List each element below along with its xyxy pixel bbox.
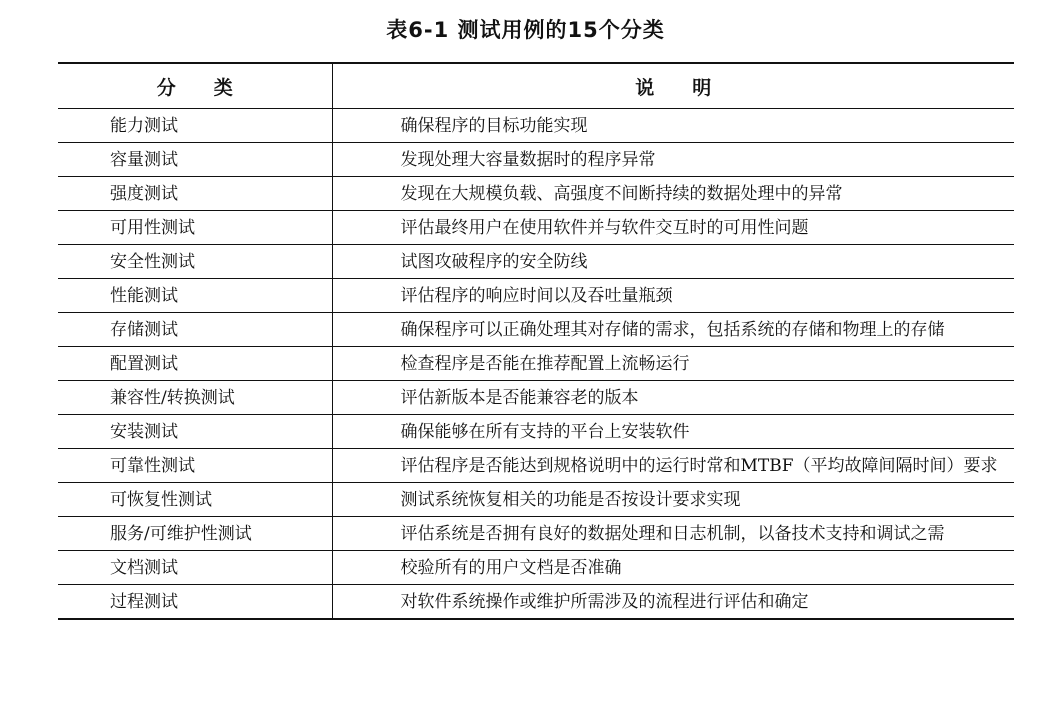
category-cell: 安装测试 (110, 422, 178, 442)
description-cell: 检查程序是否能在推荐配置上流畅运行 (332, 347, 1014, 381)
header-description (332, 63, 1014, 109)
category-cell: 强度测试 (110, 184, 178, 204)
description-cell: 校验所有的用户文档是否准确 (332, 551, 1014, 585)
description-cell: 确保能够在所有支持的平台上安装软件 (332, 415, 1014, 449)
category-cell: 能力测试 (110, 116, 178, 136)
category-cell: 安全性测试 (110, 252, 195, 272)
category-cell: 过程测试 (110, 592, 178, 612)
table-row (58, 177, 1014, 211)
table-row (58, 313, 1014, 347)
header-description-label: 说明 (635, 76, 750, 99)
description-cell: 评估程序的响应时间以及吞吐量瓶颈 (332, 279, 1014, 313)
description-cell: 评估最终用户在使用软件并与软件交互时的可用性问题 (332, 211, 1014, 245)
description-cell: 发现在大规模负载、高强度不间断持续的数据处理中的异常 (332, 177, 1014, 211)
table-row (58, 347, 1014, 381)
description-cell: 确保程序的目标功能实现 (332, 109, 1014, 143)
table-row (58, 245, 1014, 279)
table-row (58, 415, 1014, 449)
category-cell: 可靠性测试 (110, 456, 195, 476)
description-cell: 评估系统是否拥有良好的数据处理和日志机制，以备技术支持和调试之需 (332, 517, 1014, 551)
table-row (58, 143, 1014, 177)
description-cell: 对软件系统操作或维护所需涉及的流程进行评估和确定 (332, 585, 1014, 620)
table-row (58, 551, 1014, 585)
table-row (58, 109, 1014, 143)
table-row (58, 211, 1014, 245)
category-cell: 服务/可维护性测试 (110, 524, 252, 544)
category-cell: 可恢复性测试 (110, 490, 212, 510)
description-cell: 确保程序可以正确处理其对存储的需求，包括系统的存储和物理上的存储 (332, 313, 1014, 347)
header-category (58, 63, 332, 109)
description-cell: 试图攻破程序的安全防线 (332, 245, 1014, 279)
table-row (58, 483, 1014, 517)
table-row (58, 449, 1014, 483)
description-cell: 发现处理大容量数据时的程序异常 (332, 143, 1014, 177)
table-body (58, 109, 1014, 620)
category-cell: 容量测试 (110, 150, 178, 170)
table-row (58, 585, 1014, 620)
table-row (58, 279, 1014, 313)
description-cell: 评估新版本是否能兼容老的版本 (332, 381, 1014, 415)
category-cell: 文档测试 (110, 558, 178, 578)
category-cell: 存储测试 (110, 320, 178, 340)
table-row (58, 517, 1014, 551)
table-caption: 表6-1 测试用例的15个分类 (386, 18, 665, 42)
description-cell: 评估程序是否能达到规格说明中的运行时常和MTBF（平均故障间隔时间）要求 (332, 449, 1014, 483)
table-header-row (58, 63, 1014, 109)
header-category-label: 分类 (156, 76, 271, 99)
description-cell: 测试系统恢复相关的功能是否按设计要求实现 (332, 483, 1014, 517)
category-cell: 配置测试 (110, 354, 178, 374)
category-cell: 可用性测试 (110, 218, 195, 238)
test-case-categories-table (58, 62, 1014, 620)
table-row (58, 381, 1014, 415)
category-cell: 性能测试 (110, 286, 178, 306)
category-cell: 兼容性/转换测试 (110, 388, 235, 408)
test-case-table-container (58, 62, 1014, 620)
